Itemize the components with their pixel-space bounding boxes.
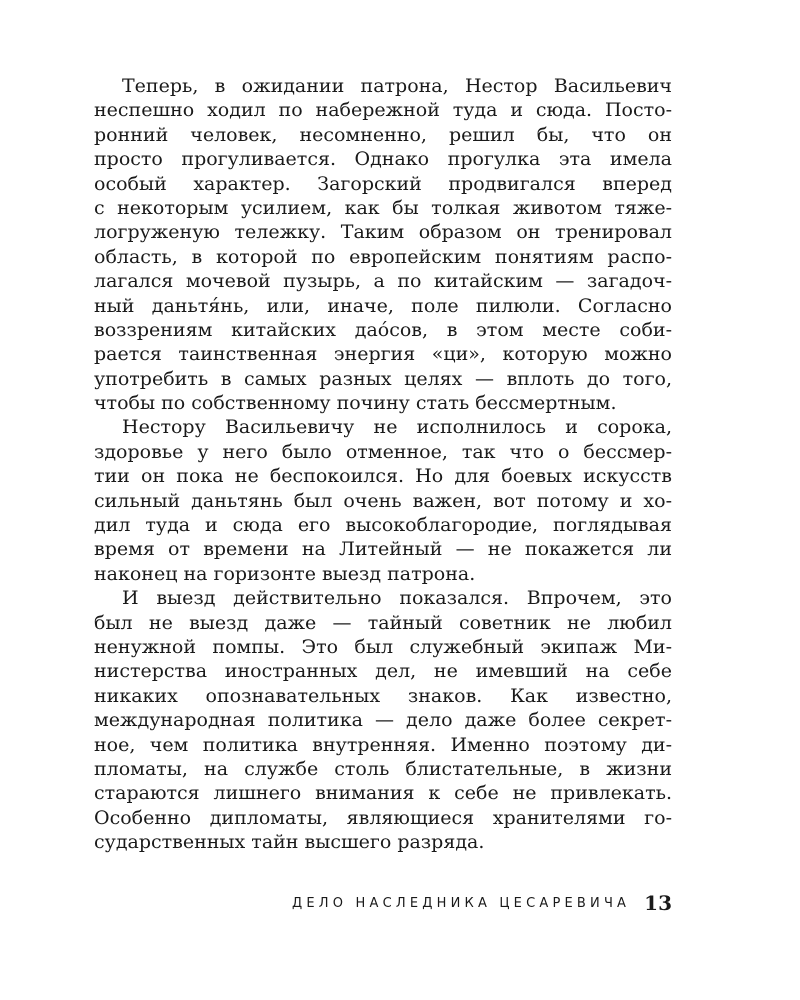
text-line: наконец на горизонте выезд патрона. — [94, 562, 476, 585]
text-line: Теперь, в ожидании патрона, Нестор Васильевич — [122, 75, 672, 97]
text-line: ненужной помпы. Это был служебный экипаж Ми- — [94, 635, 672, 658]
text-line: Особенно дипломаты, являющиеся хранителями го- — [94, 806, 672, 829]
text-line: И выезд действительно показался. Впрочем, это — [122, 587, 672, 610]
text-line: сударственных тайн высшего разряда. — [94, 831, 485, 854]
page-footer — [94, 889, 672, 917]
text-line: употребить в самых разных целях — вплоть до того, — [94, 367, 672, 390]
text-line: чтобы по собственному почину стать бессмертным. — [94, 392, 617, 415]
text-line: ный даньтя́нь, или, иначе, поле пилюли. Согласно — [94, 294, 672, 317]
text-line: пломаты, на службе столь блистательные, в жизни — [94, 757, 672, 780]
text-line: область, в которой по европейским понятиям распо- — [94, 245, 672, 268]
text-line: здоровье у него было отменное, так что о бессмер- — [94, 440, 672, 463]
paragraph-2 — [94, 415, 672, 586]
text-line: был не выезд даже — тайный советник не любил — [94, 611, 672, 634]
text-line: просто прогуливается. Однако прогулка эта имела — [94, 148, 672, 171]
text-line: дил туда и сюда его высокоблагородие, поглядывая — [94, 514, 672, 537]
text-line: логруженую тележку. Таким образом он тренировал — [94, 221, 672, 244]
paragraph-1 — [94, 74, 672, 415]
page-number: 13 — [644, 891, 672, 915]
text-line: тии он пока не беспокоился. Но для боевых искусств — [94, 465, 672, 488]
text-line: воззрениям китайских дао́сов, в этом месте соби- — [94, 318, 672, 341]
body-text — [94, 74, 672, 855]
text-line: с некоторым усилием, как бы толкая животом тяже- — [94, 196, 672, 219]
text-line: ное, чем политика внутренняя. Именно поэтому ди- — [94, 733, 672, 756]
text-line: международная политика — дело даже более секрет- — [94, 709, 672, 732]
text-line: время от времени на Литейный — не покажется ли — [94, 538, 672, 561]
text-line: ронний человек, несомненно, решил бы, что он — [94, 123, 672, 146]
text-line: стараются лишнего внимания к себе не привлекать. — [94, 782, 672, 805]
text-line: Нестору Васильевичу не исполнилось и сорока, — [122, 416, 672, 439]
text-line: особый характер. Загорский продвигался вперед — [94, 172, 672, 195]
text-line: нистерства иностранных дел, не имевший на себе — [94, 660, 672, 683]
paragraph-3 — [94, 586, 672, 854]
text-line: рается таинственная энергия «ци», которую можно — [94, 343, 672, 366]
text-line: неспешно ходил по набережной туда и сюда. Посто- — [94, 99, 672, 122]
running-title: ДЕЛО НАСЛЕДНИКА ЦЕСАРЕВИЧА — [292, 895, 631, 911]
text-line: лагался мочевой пузырь, а по китайским — загадоч- — [94, 270, 672, 293]
text-line: сильный даньтянь был очень важен, вот потому и хо- — [94, 489, 672, 512]
text-line: никаких опознавательных знаков. Как известно, — [94, 684, 672, 707]
